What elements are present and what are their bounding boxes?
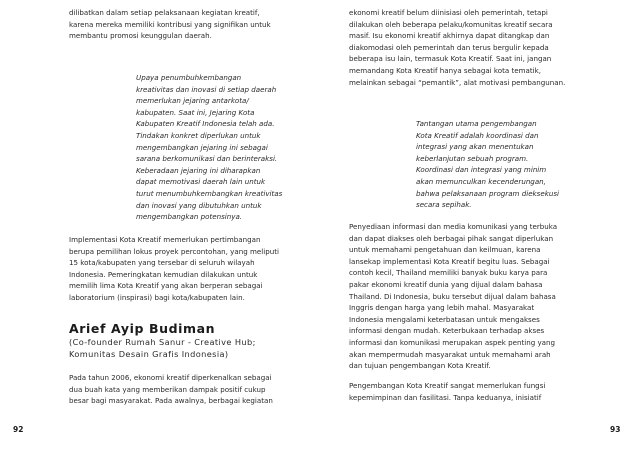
- text-line: masif. Isu ekonomi kreatif akhirnya dapat ditangkap dan: [349, 31, 550, 41]
- text-line: dilakukan oleh beberapa pelaku/komunitas kreatif secara: [349, 19, 553, 29]
- text-line: besar bagi masyarakat. Pada awalnya, berbagai kegiatan: [69, 396, 273, 406]
- quote-line: Kabupaten Kreatif Indonesia telah ada.: [136, 119, 275, 129]
- text-line: Inggris dengan harga yang lebih mahal. Masyarakat: [349, 303, 535, 313]
- quote-line: dapat memotivasi daerah lain untuk: [136, 177, 266, 187]
- quote-line: kreativitas dan inovasi di setiap daerah: [136, 84, 277, 94]
- author-affiliation: [69, 336, 256, 360]
- quote-line: mengembangkan potensinya.: [136, 212, 243, 222]
- text-line: Indonesia mengalami keterbatasan untuk mengakses: [349, 314, 540, 324]
- text-line: karena mereka memiliki kontribusi yang signifikan untuk: [69, 19, 271, 29]
- quote-line: dan inovasi yang dibutuhkan untuk: [136, 200, 262, 210]
- quote-line: Upaya penumbuhkembangan: [136, 73, 242, 82]
- text-line: dan dapat diakses oleh berbagai pihak sangat diperlukan: [349, 233, 554, 243]
- quote-line: bahwa pelaksanaan program dieksekusi: [416, 188, 559, 198]
- right-information-paragraph: [349, 221, 557, 372]
- quote-line: keberlanjutan sebuah program.: [416, 153, 529, 163]
- text-line: Penyediaan informasi dan media komunikasi yang terbuka: [349, 222, 558, 231]
- quote-line: turut menumbuhkembangkan kreativitas: [136, 188, 283, 198]
- text-line: Thailand. Di Indonesia, buku tersebut dijual dalam bahasa: [349, 291, 556, 301]
- quote-line: sarana berkomunikasi dan berinteraksi.: [136, 154, 278, 164]
- text-line: 15 kota/kabupaten yang tersebar di seluruh wilayah: [69, 258, 255, 268]
- right-page: [319, 0, 638, 453]
- text-line: Pengembangan Kota Kreatif sangat memerlukan fungsi: [349, 381, 546, 390]
- text-line: pakar ekonomi kreatif dunia yang dijual dalam bahasa: [349, 279, 543, 289]
- text-line: informasi dengan mudah. Keterbukaan terhadap akses: [349, 326, 545, 336]
- quote-line: Tantangan utama pengembangan: [416, 119, 537, 128]
- text-line: akan mempermudah masyarakat untuk memahami arah: [349, 349, 551, 359]
- author-affiliation-line: Komunitas Desain Grafis Indonesia): [69, 349, 229, 359]
- quote-line: Koordinasi dan integrasi yang minim: [416, 165, 547, 175]
- right-intro-paragraph: [349, 7, 565, 88]
- quote-line: integrasi yang akan menentukan: [416, 142, 534, 152]
- page-number-left: 92: [13, 425, 24, 434]
- text-line: diakomodasi oleh pemerintah dan terus bergulir kepada: [349, 42, 549, 52]
- right-pull-quote: [416, 118, 559, 211]
- text-line: beberapa isu lain, termasuk Kota Kreatif. Saat ini, jangan: [349, 54, 552, 64]
- right-closing-paragraph: [349, 380, 545, 403]
- text-line: dan tujuan pengembangan Kota Kreatif.: [349, 361, 491, 371]
- text-line: membantu promosi keunggulan daerah.: [69, 31, 212, 41]
- left-closing-paragraph: [69, 372, 273, 407]
- text-line: dilibatkan dalam setiap pelaksanaan kegiatan kreatif,: [69, 8, 260, 17]
- text-line: lansekap implementasi Kota Kreatif begitu luas. Sebagai: [349, 256, 550, 266]
- quote-line: akan memunculkan kecenderungan,: [416, 176, 546, 186]
- text-line: contoh kecil, Thailand memiliki banyak buku karya para: [349, 268, 548, 278]
- left-implementation-paragraph: [69, 234, 279, 304]
- text-line: melainkan sebagai “pemantik”, alat motivasi pembangunan.: [349, 77, 566, 87]
- quote-line: Keberadaan jejaring ini diharapkan: [136, 165, 261, 175]
- text-line: berupa pemilihan lokus proyek percontohan, yang meliputi: [69, 246, 279, 256]
- quote-line: memerlukan jejaring antarkota/: [136, 96, 249, 106]
- quote-line: mengembangkan jejaring ini sebagai: [136, 142, 268, 152]
- text-line: dua buah kata yang memberikan dampak positif cukup: [69, 384, 266, 394]
- text-line: laboratorium (inspirasi) bagi kota/kabupaten lain.: [69, 292, 245, 302]
- author-affiliation-line: (Co-founder Rumah Sanur - Creative Hub;: [69, 337, 256, 347]
- text-line: untuk memahami pengetahuan dan keilmuan, karena: [349, 245, 541, 255]
- text-line: memandang Kota Kreatif hanya sebagai kota tematik,: [349, 65, 542, 75]
- quote-line: Tindakan konkret diperlukan untuk: [136, 130, 261, 140]
- text-line: Indonesia. Pemeringkatan kemudian dilakukan untuk: [69, 269, 258, 279]
- text-line: Pada tahun 2006, ekonomi kreatif diperkenalkan sebagai: [69, 373, 272, 382]
- left-intro-paragraph: [69, 7, 271, 42]
- text-line: memilih lima Kota Kreatif yang akan berperan sebagai: [69, 281, 263, 291]
- text-line: kepemimpinan dan fasilitasi. Tanpa keduanya, inisiatif: [349, 392, 542, 402]
- page-number-right: 93: [610, 425, 621, 434]
- quote-line: Kota Kreatif adalah koordinasi dan: [416, 130, 539, 140]
- text-line: informasi dan komunikasi merupakan aspek penting yang: [349, 337, 555, 347]
- quote-line: kabupaten. Saat ini, Jejaring Kota: [136, 107, 255, 117]
- author-name: Arief Ayip Budiman: [69, 321, 216, 336]
- quote-line: secara sepihak.: [416, 200, 472, 210]
- left-pull-quote: [136, 72, 282, 223]
- text-line: Implementasi Kota Kreatif memerlukan pertimbangan: [69, 235, 261, 244]
- text-line: ekonomi kreatif belum diinisiasi oleh pemerintah, tetapi: [349, 8, 548, 17]
